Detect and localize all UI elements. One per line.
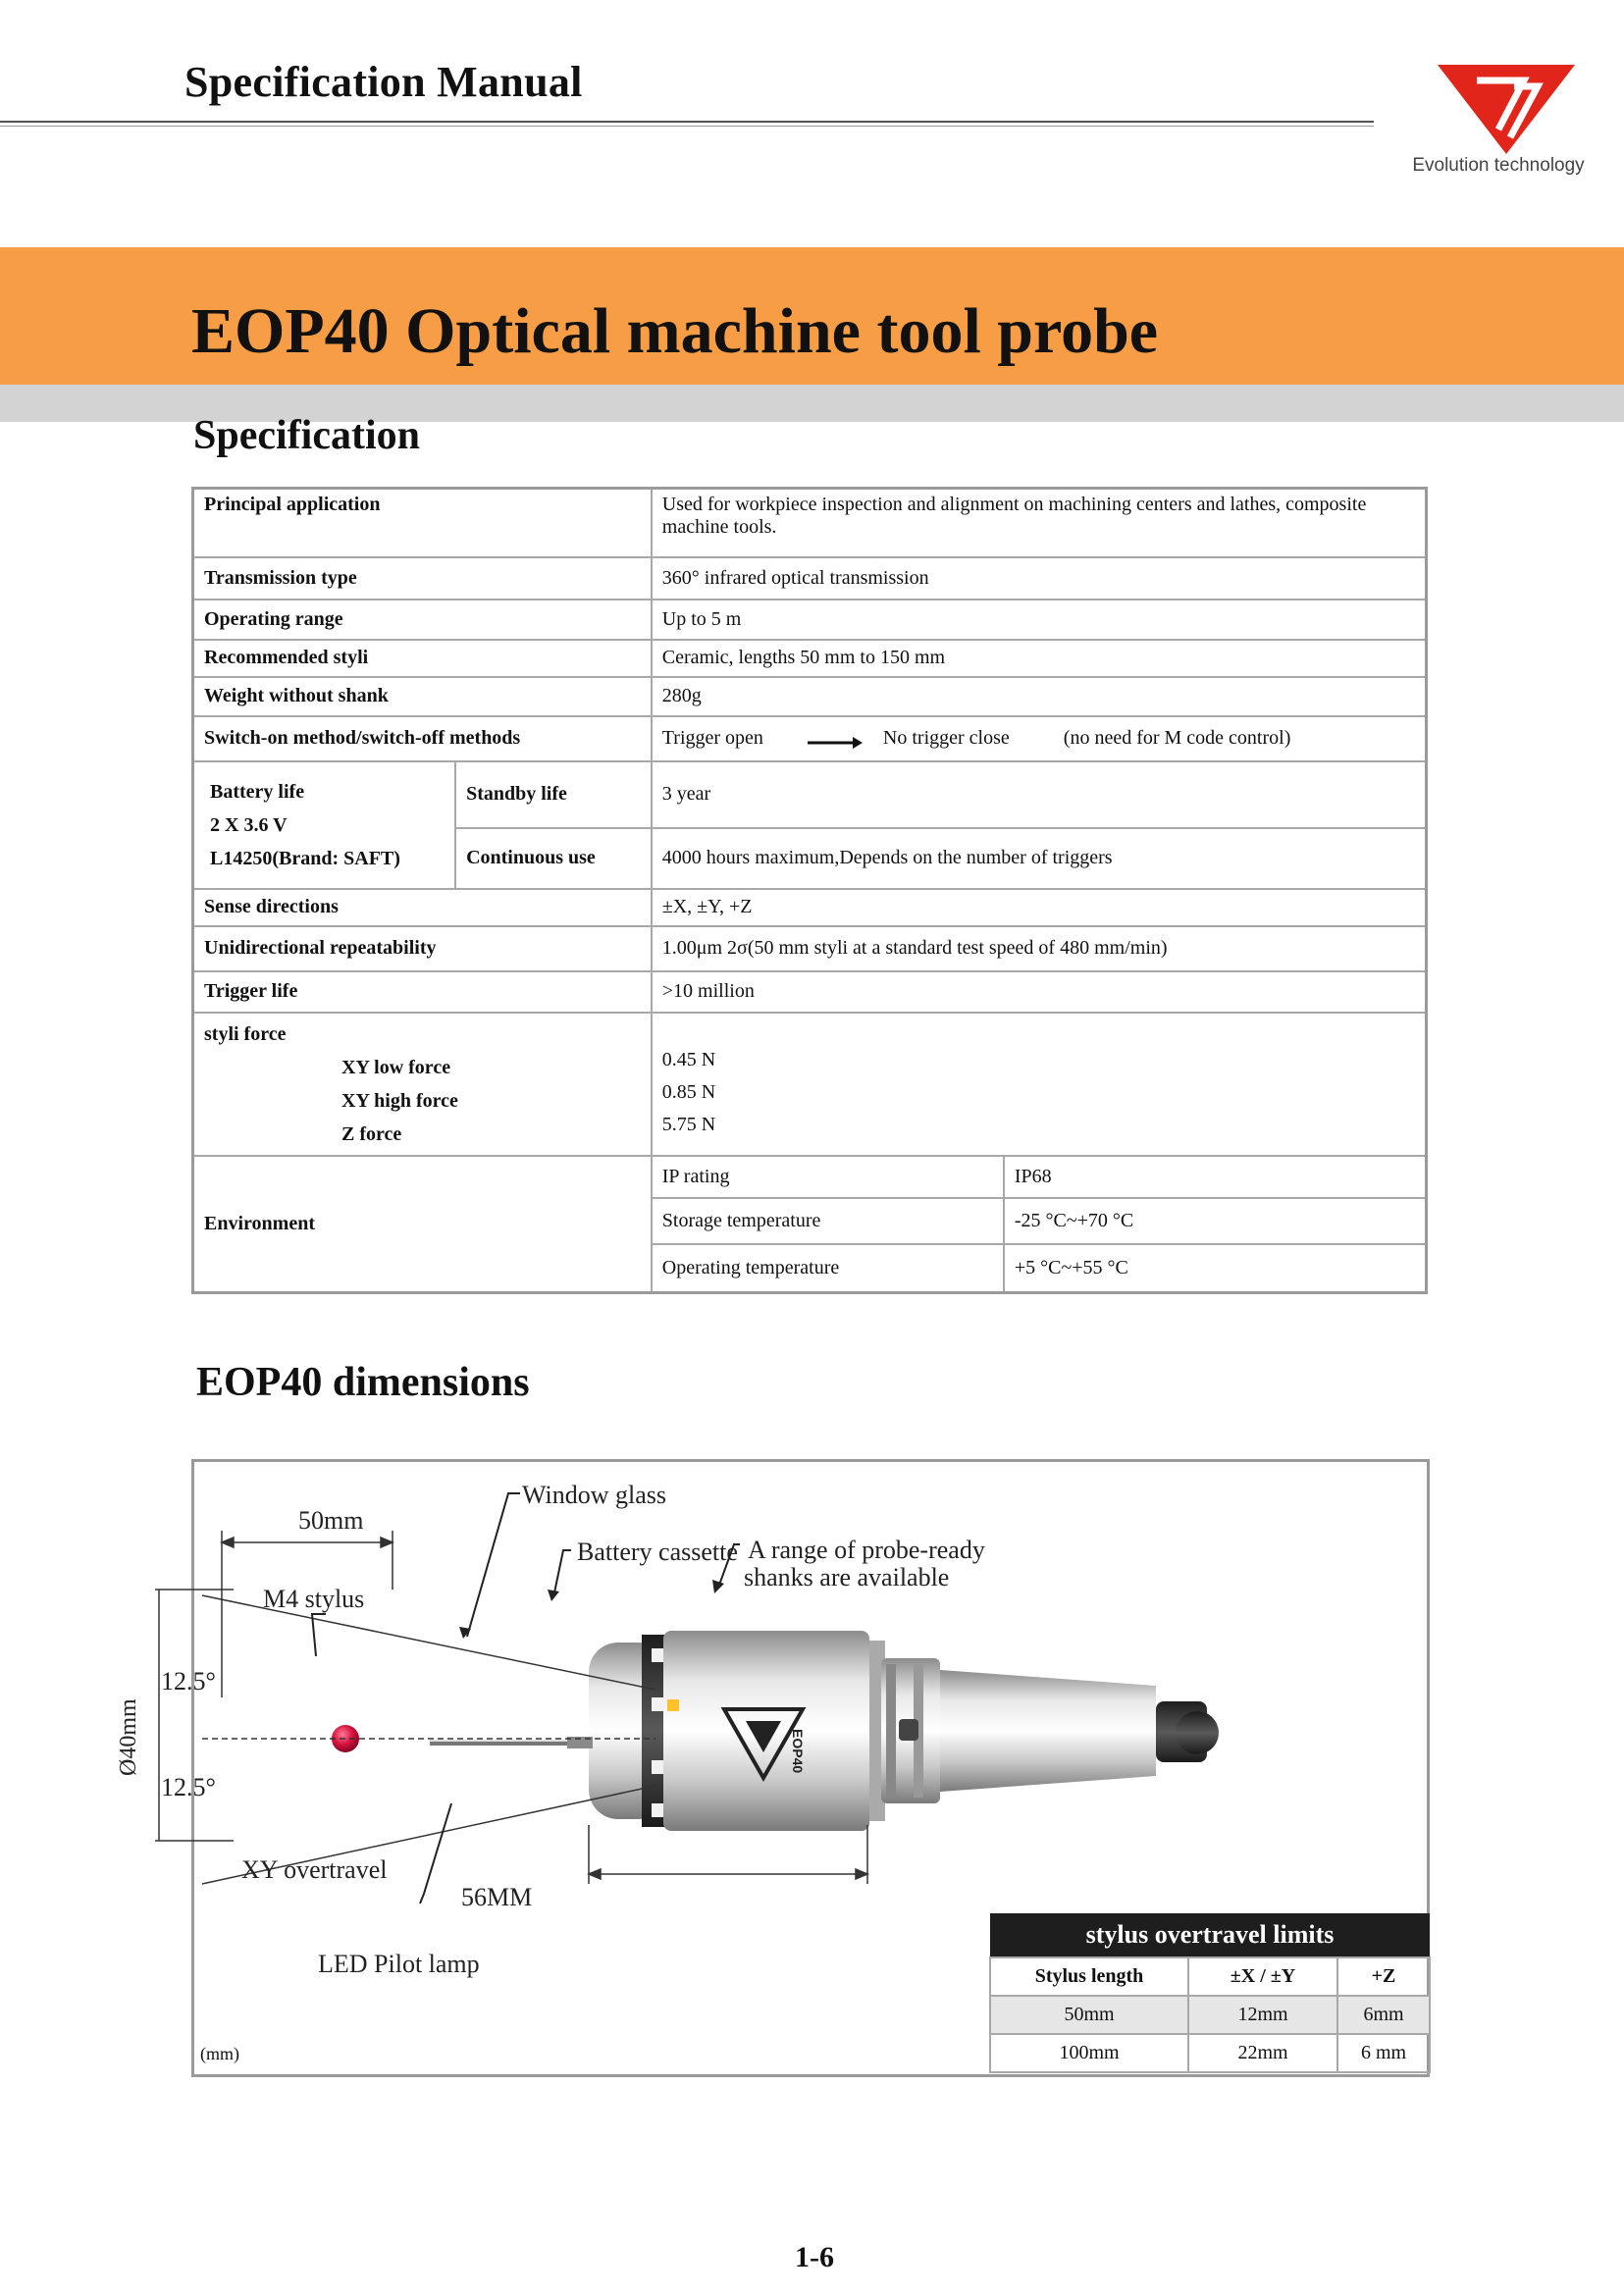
spec-row-transmission <box>193 557 1427 600</box>
arrow-right-icon <box>806 729 864 749</box>
label-led-lamp: LED Pilot lamp <box>318 1950 480 1978</box>
overtravel-table <box>989 1913 1431 2073</box>
spec-row-switch <box>193 716 1427 761</box>
spec-row-repeatability <box>193 926 1427 971</box>
overtravel-header-cell: ±X / ±Y <box>1188 1957 1337 1996</box>
styli-force-label-cell <box>193 1013 652 1156</box>
spec-row-range <box>193 600 1427 640</box>
spec-row-styli-force <box>193 1013 1427 1156</box>
spec-value: 280g <box>652 677 1427 716</box>
spec-value: >10 million <box>652 971 1427 1013</box>
dim-56mm <box>589 1825 867 1884</box>
label-battery-cassette: Battery cassette <box>577 1538 738 1566</box>
header-rule <box>0 121 1374 123</box>
spec-label: Operating range <box>193 600 652 640</box>
battery-voltage: 2 X 3.6 V <box>210 813 288 836</box>
spec-value <box>652 716 1427 761</box>
table-cell: 22mm <box>1188 2034 1337 2072</box>
spec-label: Switch-on method/switch-off methods <box>193 716 652 761</box>
continuous-label: Continuous use <box>455 828 652 889</box>
spec-value: Up to 5 m <box>652 600 1427 640</box>
spec-heading: Specification <box>193 413 420 458</box>
battery-model: L14250(Brand: SAFT) <box>210 847 400 869</box>
spec-label: Transmission type <box>193 557 652 600</box>
table-row <box>990 1996 1430 2034</box>
spec-value: 360° infrared optical transmission <box>652 557 1427 600</box>
switch-on-text: Trigger open <box>661 727 763 749</box>
spec-row-sense <box>193 889 1427 926</box>
spec-row-application <box>193 489 1427 557</box>
label-shanks-line1: A range of probe-ready <box>748 1536 985 1564</box>
xy-high-force-value: 0.85 N <box>661 1081 716 1103</box>
spec-label: Principal application <box>193 489 652 557</box>
overtravel-table-title: stylus overtravel limits <box>990 1913 1430 1957</box>
probe-body <box>589 1631 1219 1831</box>
ip-value: IP68 <box>1004 1156 1427 1198</box>
continuous-value: 4000 hours maximum,Depends on the number of triggers <box>652 828 1427 889</box>
spec-row-ip <box>193 1156 1427 1198</box>
z-force-label: Z force <box>341 1122 402 1145</box>
spec-table <box>191 487 1428 1294</box>
doc-title: Specification Manual <box>184 58 583 106</box>
spec-row-trigger-life <box>193 971 1427 1013</box>
body-marking: EOP40 <box>790 1729 806 1774</box>
operating-temp-label: Operating temperature <box>652 1244 1004 1293</box>
battery-label: Battery life <box>210 780 305 803</box>
overtravel-header-cell: +Z <box>1337 1957 1430 1996</box>
switch-off-text: No trigger close <box>882 727 1010 749</box>
table-cell: 6 mm <box>1337 2034 1430 2072</box>
unit-note: (mm) <box>200 2044 239 2063</box>
dim-50mm <box>222 1531 393 1697</box>
standby-label: Standby life <box>455 761 652 828</box>
label-m4-stylus: M4 stylus <box>263 1585 365 1613</box>
environment-label: Environment <box>193 1156 652 1293</box>
standby-value: 3 year <box>652 761 1427 828</box>
dimensions-heading: EOP40 dimensions <box>196 1360 530 1405</box>
ip-label: IP rating <box>652 1156 1004 1198</box>
switch-note: (no need for M code control) <box>1063 727 1291 749</box>
spec-label: Weight without shank <box>193 677 652 716</box>
table-cell: 6mm <box>1337 1996 1430 2034</box>
table-cell: 100mm <box>990 2034 1188 2072</box>
spec-value: 1.00μm 2σ(50 mm styli at a standard test speed of 480 mm/min) <box>652 926 1427 971</box>
product-title: EOP40 Optical machine tool probe <box>191 295 1159 367</box>
xy-high-force-label: XY high force <box>341 1089 458 1112</box>
table-row <box>990 2034 1430 2072</box>
spec-label: Recommended styli <box>193 640 652 677</box>
spec-value: Ceramic, lengths 50 mm to 150 mm <box>652 640 1427 677</box>
battery-label-cell <box>193 761 456 889</box>
spec-row-styli <box>193 640 1427 677</box>
spec-row-weight <box>193 677 1427 716</box>
styli-force-label: styli force <box>204 1022 287 1045</box>
logo-text: Evolution technology <box>1412 155 1585 176</box>
table-cell: 50mm <box>990 1996 1188 2034</box>
label-diameter: Ø40mm <box>116 1698 141 1776</box>
label-angle-bottom: 12.5° <box>161 1773 216 1801</box>
z-force-value: 5.75 N <box>661 1114 716 1135</box>
label-angle-top: 12.5° <box>161 1667 216 1695</box>
styli-force-values <box>652 1013 1427 1156</box>
table-cell: 12mm <box>1188 1996 1337 2034</box>
storage-temp-label: Storage temperature <box>652 1198 1004 1244</box>
overtravel-header-row <box>990 1957 1430 1996</box>
label-50mm: 50mm <box>298 1506 364 1535</box>
spec-label: Trigger life <box>193 971 652 1013</box>
storage-temp-value: -25 °C~+70 °C <box>1004 1198 1427 1244</box>
spec-value: ±X, ±Y, +Z <box>652 889 1427 926</box>
header-rule-thin <box>0 126 1374 127</box>
spec-value: Used for workpiece inspection and alignment on machining centers and lathes, composite machine tools. <box>652 489 1427 557</box>
spec-row-battery-standby <box>193 761 1427 828</box>
label-window-glass: Window glass <box>522 1481 666 1509</box>
xy-low-force-value: 0.45 N <box>661 1049 716 1070</box>
label-shanks-line2: shanks are available <box>744 1563 950 1591</box>
spec-label: Sense directions <box>193 889 652 926</box>
label-56mm: 56MM <box>461 1883 533 1911</box>
page-number: 1-6 <box>795 2241 834 2273</box>
spec-label: Unidirectional repeatability <box>193 926 652 971</box>
overtravel-header-cell: Stylus length <box>990 1957 1188 1996</box>
operating-temp-value: +5 °C~+55 °C <box>1004 1244 1427 1293</box>
label-xy-overtravel: XY overtravel <box>241 1855 388 1884</box>
xy-low-force-label: XY low force <box>341 1056 451 1078</box>
